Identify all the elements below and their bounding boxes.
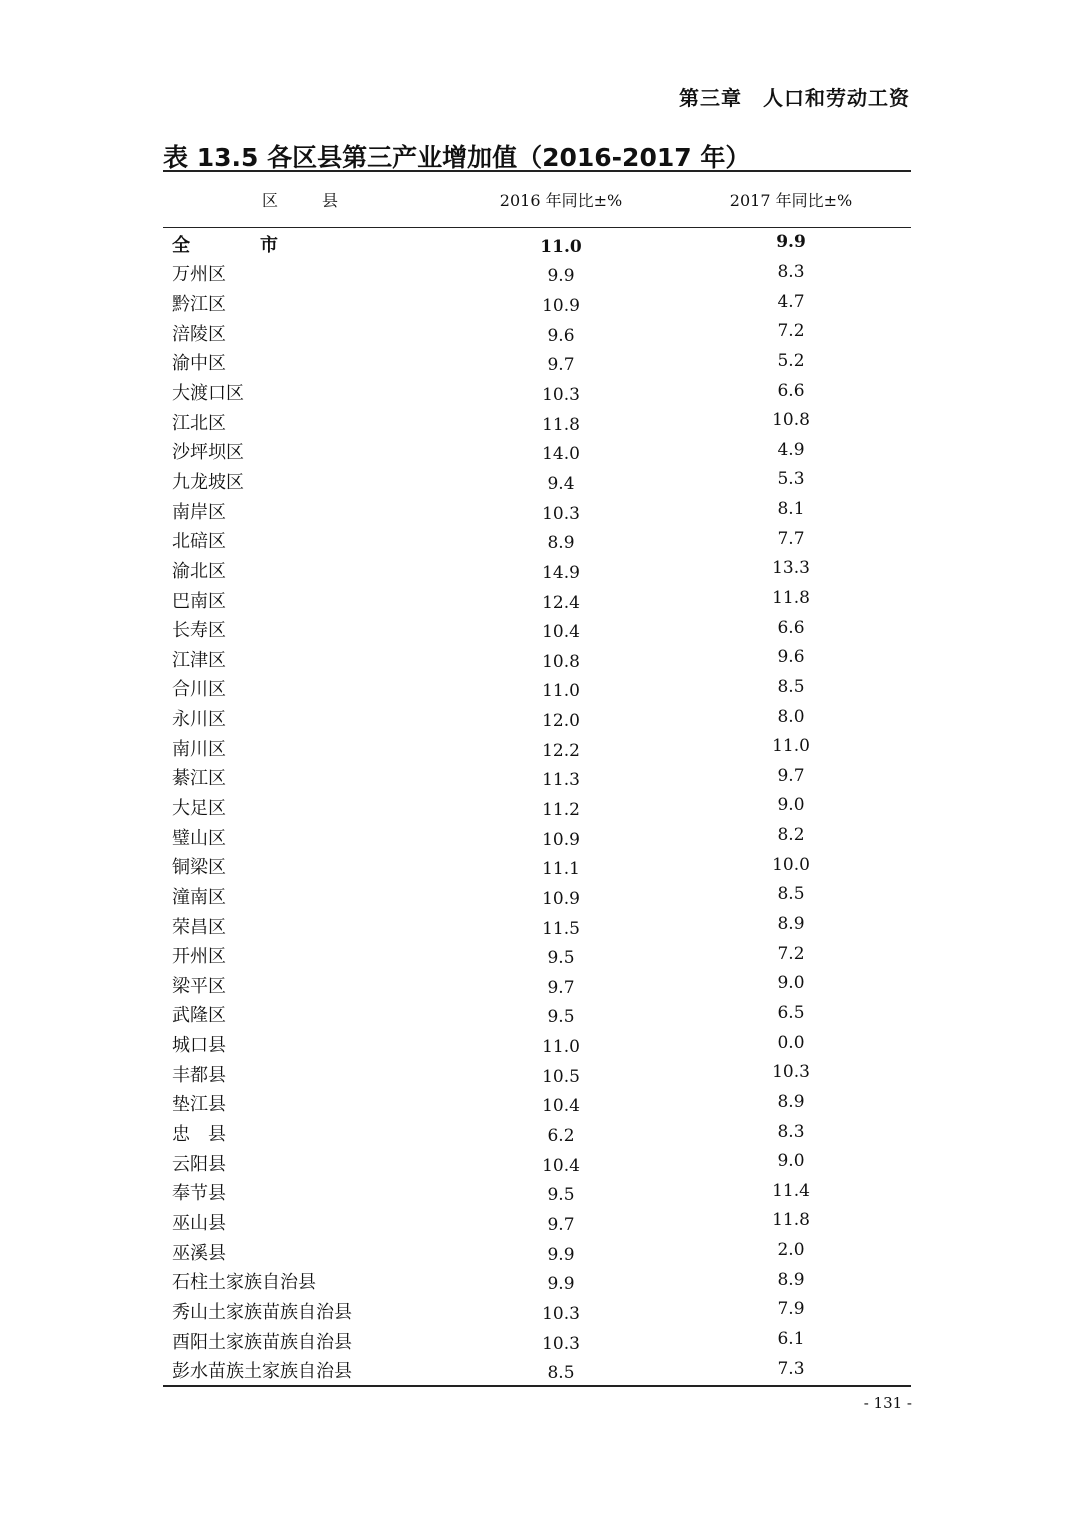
table-row xyxy=(163,1000,911,1030)
table-row xyxy=(163,1029,911,1059)
cell-2017: 9.7 xyxy=(777,765,805,786)
cell-district: 大渡口区 xyxy=(172,383,244,405)
table-row xyxy=(163,259,911,289)
cell-district: 彭水苗族土家族自治县 xyxy=(172,1361,352,1383)
data-table xyxy=(163,170,911,1387)
cell-district: 南川区 xyxy=(172,738,226,760)
cell-district: 九龙坡区 xyxy=(172,471,244,493)
cell-2017: 7.2 xyxy=(777,943,805,964)
cell-2016: 9.5 xyxy=(547,1007,575,1028)
table-row-total xyxy=(163,229,911,259)
cell-2017: 10.8 xyxy=(772,410,810,431)
cell-2017: 8.1 xyxy=(777,499,805,520)
cell-2016: 8.5 xyxy=(547,1363,575,1384)
cell-2016: 10.5 xyxy=(542,1066,580,1087)
cell-2016: 6.2 xyxy=(547,1126,575,1147)
cell-2016: 10.9 xyxy=(542,829,580,850)
cell-2017: 11.4 xyxy=(772,1180,810,1201)
table-body xyxy=(163,228,911,1385)
cell-2016: 10.3 xyxy=(542,503,580,524)
cell-2016: 9.7 xyxy=(547,355,575,376)
cell-2017: 8.3 xyxy=(777,1121,805,1142)
cell-2017: 9.0 xyxy=(777,795,805,816)
cell-district: 城口县 xyxy=(172,1035,226,1057)
table-row xyxy=(163,851,911,881)
table-row xyxy=(163,970,911,1000)
table-row xyxy=(163,525,911,555)
cell-2016: 10.9 xyxy=(542,888,580,909)
cell-2016: 10.8 xyxy=(542,651,580,672)
cell-district: 巫山县 xyxy=(172,1212,226,1234)
table-row xyxy=(163,1326,911,1356)
cell-2017: 2.0 xyxy=(777,1240,805,1261)
cell-2016: 10.3 xyxy=(542,385,580,406)
cell-2016: 9.9 xyxy=(547,1274,575,1295)
cell-district: 江津区 xyxy=(172,649,226,671)
cell-2016: 11.0 xyxy=(542,1037,580,1058)
cell-2016: 10.9 xyxy=(542,296,580,317)
table-row xyxy=(163,496,911,526)
cell-district: 丰都县 xyxy=(172,1064,226,1086)
table-row xyxy=(163,288,911,318)
table-row xyxy=(163,614,911,644)
cell-2017: 11.8 xyxy=(772,588,810,608)
cell-2016: 11.8 xyxy=(542,414,580,435)
cell-2017: 6.1 xyxy=(777,1329,805,1350)
cell-2017: 8.2 xyxy=(777,825,805,846)
cell-district: 北碚区 xyxy=(172,531,226,553)
cell-district: 开州区 xyxy=(172,946,226,968)
cell-district: 巫溪县 xyxy=(172,1242,226,1264)
cell-district: 忠 县 xyxy=(172,1124,226,1146)
cell-district: 江北区 xyxy=(172,412,226,434)
cell-2016: 12.4 xyxy=(542,592,580,613)
cell-district: 沙坪坝区 xyxy=(172,442,244,464)
cell-district: 南岸区 xyxy=(172,501,226,523)
cell-2017: 5.2 xyxy=(777,350,805,371)
cell-2016: 10.4 xyxy=(542,622,580,643)
cell-2017: 9.0 xyxy=(777,1151,805,1172)
cell-district: 荣昌区 xyxy=(172,916,226,938)
table-row xyxy=(163,822,911,852)
cell-2016: 10.4 xyxy=(542,1096,580,1117)
table-row xyxy=(163,940,911,970)
table-row xyxy=(163,881,911,911)
cell-district: 酉阳土家族苗族自治县 xyxy=(172,1331,352,1353)
cell-2017: 4.7 xyxy=(777,291,805,312)
cell-2017: 6.6 xyxy=(777,380,805,401)
cell-2017: 8.3 xyxy=(777,261,805,282)
table-row xyxy=(163,911,911,941)
cell-2017: 6.5 xyxy=(777,1002,805,1023)
chapter-header: 第三章 人口和劳动工资 xyxy=(679,86,910,110)
cell-2016: 11.5 xyxy=(542,918,580,939)
table-row xyxy=(163,1355,911,1385)
table-row xyxy=(163,763,911,793)
cell-2016: 10.3 xyxy=(542,1303,580,1324)
cell-2016: 9.6 xyxy=(547,325,575,346)
cell-2016: 9.4 xyxy=(547,473,575,494)
table-row xyxy=(163,1089,911,1119)
cell-2016: 9.9 xyxy=(547,1244,575,1265)
page-number: - 131 - xyxy=(863,1394,912,1412)
table-row xyxy=(163,1266,911,1296)
cell-2017: 8.9 xyxy=(777,914,805,935)
cell-2016: 10.3 xyxy=(542,1333,580,1354)
cell-2016: 9.5 xyxy=(547,1185,575,1206)
cell-2017: 6.6 xyxy=(777,617,805,638)
cell-2017: 9.9 xyxy=(776,232,806,253)
cell-district: 长寿区 xyxy=(172,620,226,642)
table-row xyxy=(163,1118,911,1148)
cell-district: 武隆区 xyxy=(172,1005,226,1027)
cell-district: 万州区 xyxy=(172,264,226,286)
table-row xyxy=(163,436,911,466)
table-row xyxy=(163,674,911,704)
cell-2017: 7.7 xyxy=(777,528,805,549)
cell-2017: 9.6 xyxy=(777,647,805,668)
cell-2016: 11.0 xyxy=(542,681,580,702)
cell-2017: 7.2 xyxy=(777,321,805,342)
cell-2016: 12.0 xyxy=(542,711,580,732)
cell-district: 璧山区 xyxy=(172,827,226,849)
column-header-2017: 2017 年同比±% xyxy=(729,191,853,210)
table-title: 表 13.5 各区县第三产业增加值（2016-2017 年） xyxy=(163,143,751,172)
cell-2016: 10.4 xyxy=(542,1155,580,1176)
cell-2016: 14.0 xyxy=(542,444,580,465)
cell-2016: 14.9 xyxy=(542,562,580,583)
cell-2016: 11.1 xyxy=(542,859,580,880)
cell-2016: 8.9 xyxy=(547,533,575,554)
cell-district: 渝北区 xyxy=(172,560,226,582)
cell-district: 秀山土家族苗族自治县 xyxy=(172,1301,352,1323)
table-row xyxy=(163,1178,911,1208)
cell-district: 涪陵区 xyxy=(172,323,226,345)
cell-2016: 9.5 xyxy=(547,948,575,969)
table-row xyxy=(163,466,911,496)
table-row xyxy=(163,348,911,378)
cell-2017: 8.5 xyxy=(777,676,805,697)
cell-district: 巴南区 xyxy=(172,590,226,612)
table-row xyxy=(163,644,911,674)
table-row xyxy=(163,733,911,763)
cell-2017: 8.9 xyxy=(777,1269,805,1290)
table-row xyxy=(163,407,911,437)
cell-district: 全 市 xyxy=(172,234,304,256)
cell-2016: 11.3 xyxy=(542,770,580,791)
table-row xyxy=(163,1207,911,1237)
cell-2017: 7.9 xyxy=(777,1299,805,1320)
cell-2016: 11.2 xyxy=(542,799,580,820)
cell-2017: 5.3 xyxy=(777,469,805,490)
table-header-row xyxy=(163,172,911,228)
cell-2017: 11.8 xyxy=(772,1210,810,1231)
cell-district: 潼南区 xyxy=(172,886,226,908)
column-header-2016: 2016 年同比±% xyxy=(499,191,623,210)
cell-district: 云阳县 xyxy=(172,1153,226,1175)
cell-district: 梁平区 xyxy=(172,975,226,997)
cell-district: 永川区 xyxy=(172,709,226,731)
cell-2017: 10.3 xyxy=(772,1062,810,1083)
cell-2017: 8.5 xyxy=(777,884,805,905)
cell-district: 綦江区 xyxy=(172,768,226,790)
table-row xyxy=(163,555,911,585)
table-row xyxy=(163,1148,911,1178)
cell-2016: 9.9 xyxy=(547,266,575,287)
table-row xyxy=(163,318,911,348)
cell-district: 铜梁区 xyxy=(172,857,226,879)
cell-district: 渝中区 xyxy=(172,353,226,375)
cell-2017: 4.9 xyxy=(777,439,805,460)
cell-district: 奉节县 xyxy=(172,1183,226,1205)
cell-district: 黔江区 xyxy=(172,294,226,316)
cell-district: 垫江县 xyxy=(172,1094,226,1116)
cell-2016: 12.2 xyxy=(542,740,580,761)
cell-2017: 0.0 xyxy=(777,1032,805,1053)
cell-2017: 9.0 xyxy=(777,973,805,994)
cell-2017: 7.3 xyxy=(777,1358,805,1379)
cell-2017: 11.0 xyxy=(772,736,810,757)
table-row xyxy=(163,1296,911,1326)
cell-district: 大足区 xyxy=(172,797,226,819)
cell-2017: 8.0 xyxy=(777,706,805,727)
cell-2016: 11.0 xyxy=(540,236,582,257)
table-row xyxy=(163,703,911,733)
table-row xyxy=(163,585,911,615)
cell-district: 石柱土家族自治县 xyxy=(172,1272,316,1294)
cell-2017: 10.0 xyxy=(772,854,810,875)
table-row xyxy=(163,377,911,407)
cell-2017: 8.9 xyxy=(777,1091,805,1112)
column-header-district: 区 县 xyxy=(261,191,352,210)
table-row xyxy=(163,792,911,822)
cell-2017: 13.3 xyxy=(772,558,810,579)
cell-2016: 9.7 xyxy=(547,1214,575,1235)
table-row xyxy=(163,1237,911,1267)
table-row xyxy=(163,1059,911,1089)
cell-district: 合川区 xyxy=(172,679,226,701)
cell-2016: 9.7 xyxy=(547,977,575,998)
